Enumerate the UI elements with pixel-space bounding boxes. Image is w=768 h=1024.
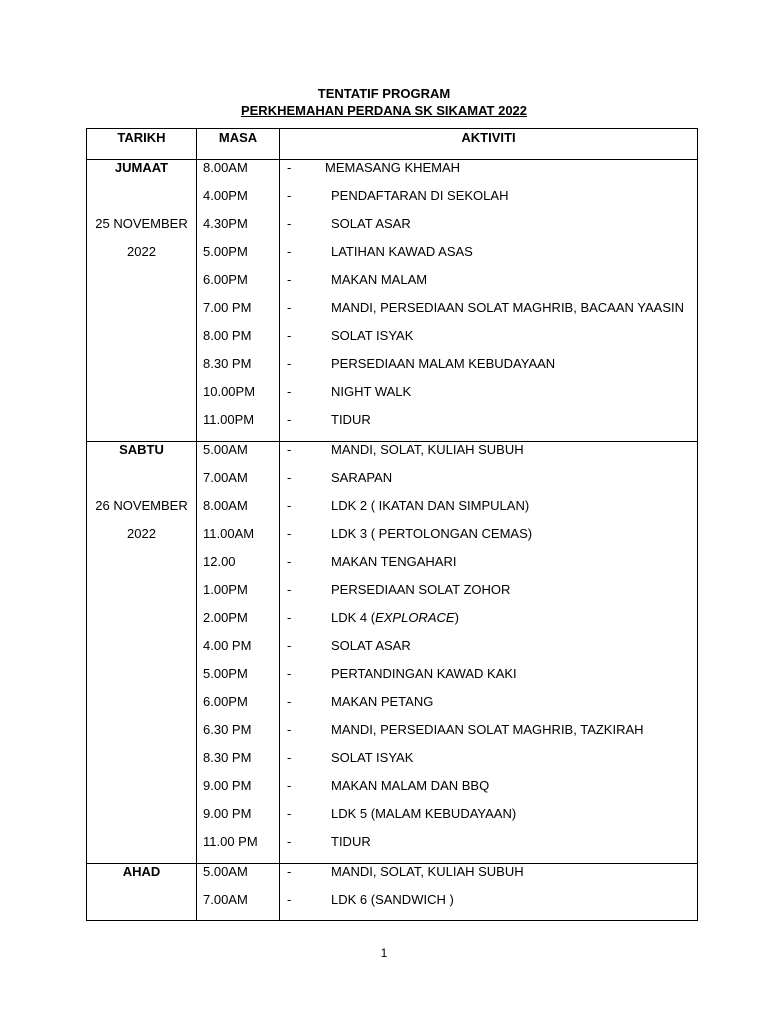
activity-cell xyxy=(280,694,698,722)
day-group xyxy=(87,864,698,921)
dash-separator: - xyxy=(287,666,292,681)
dash-separator: - xyxy=(287,778,292,793)
day-name: AHAD xyxy=(122,864,161,879)
date-cell xyxy=(87,470,197,498)
table-row xyxy=(87,778,698,806)
activity-text-italic: EXPLORACE xyxy=(375,610,455,625)
dash-separator: - xyxy=(287,244,292,259)
activity-text: LDK 5 (MALAM KEBUDAYAAN) xyxy=(331,806,517,821)
time-cell: 8.30 PM xyxy=(197,750,280,778)
activity-cell xyxy=(280,834,698,864)
activity-cell xyxy=(280,328,698,356)
time-cell: 6.30 PM xyxy=(197,722,280,750)
activity-text: MANDI, PERSEDIAAN SOLAT MAGHRIB, BACAAN YAASIN xyxy=(331,300,685,315)
activity-text: LDK 2 ( IKATAN DAN SIMPULAN) xyxy=(331,498,530,513)
date-cell xyxy=(87,412,197,442)
activity-cell xyxy=(280,864,698,893)
date-cell xyxy=(87,160,197,189)
activity-text-post: ) xyxy=(454,610,459,625)
activity-cell xyxy=(280,272,698,300)
date-cell xyxy=(87,498,197,526)
dash-separator: - xyxy=(287,216,292,231)
activity-cell xyxy=(280,160,698,189)
activity-cell xyxy=(280,442,698,471)
date-cell xyxy=(87,272,197,300)
time-cell: 7.00AM xyxy=(197,470,280,498)
activity-cell xyxy=(280,582,698,610)
time-cell: 11.00AM xyxy=(197,526,280,554)
activity-cell xyxy=(280,384,698,412)
date-cell xyxy=(87,300,197,328)
table-row xyxy=(87,498,698,526)
activity-text: MAKAN MALAM DAN BBQ xyxy=(331,778,490,793)
time-cell: 4.30PM xyxy=(197,216,280,244)
time-cell: 4.00PM xyxy=(197,188,280,216)
dash-separator: - xyxy=(287,356,292,371)
table-row xyxy=(87,864,698,893)
time-cell: 8.30 PM xyxy=(197,356,280,384)
header-aktiviti: AKTIVITI xyxy=(280,129,698,160)
table-row xyxy=(87,694,698,722)
activity-cell xyxy=(280,470,698,498)
table-row xyxy=(87,750,698,778)
time-cell: 4.00 PM xyxy=(197,638,280,666)
activity-text: SARAPAN xyxy=(331,470,393,485)
dash-separator: - xyxy=(287,442,292,457)
activity-text: MAKAN MALAM xyxy=(331,272,428,287)
activity-text: MANDI, SOLAT, KULIAH SUBUH xyxy=(331,864,524,879)
schedule-table xyxy=(86,128,698,921)
date-cell xyxy=(87,356,197,384)
dash-separator: - xyxy=(287,328,292,343)
dash-separator: - xyxy=(287,384,292,399)
activity-text: SOLAT ISYAK xyxy=(331,750,414,765)
activity-text: TIDUR xyxy=(331,834,371,849)
date-cell xyxy=(87,526,197,554)
document-subtitle: PERKHEMAHAN PERDANA SK SIKAMAT 2022 xyxy=(240,103,528,118)
date-label: 26 NOVEMBER xyxy=(95,498,188,513)
dash-separator: - xyxy=(287,526,292,541)
date-cell xyxy=(87,442,197,471)
activity-text: SOLAT ISYAK xyxy=(331,328,414,343)
table-row xyxy=(87,300,698,328)
table-row xyxy=(87,892,698,921)
activity-text xyxy=(331,610,459,625)
time-cell: 10.00PM xyxy=(197,384,280,412)
dash-separator: - xyxy=(287,582,292,597)
dash-separator: - xyxy=(287,272,292,287)
time-cell: 1.00PM xyxy=(197,582,280,610)
activity-cell xyxy=(280,188,698,216)
date-cell xyxy=(87,328,197,356)
activity-text: SOLAT ASAR xyxy=(331,216,411,231)
day-name: JUMAAT xyxy=(114,160,169,175)
year-label: 2022 xyxy=(127,526,156,541)
day-name: SABTU xyxy=(119,442,164,457)
activity-text: PERSEDIAAN MALAM KEBUDAYAAN xyxy=(331,356,556,371)
table-row xyxy=(87,188,698,216)
activity-cell xyxy=(280,666,698,694)
table-row xyxy=(87,216,698,244)
time-cell: 5.00AM xyxy=(197,442,280,471)
activity-cell xyxy=(280,244,698,272)
time-cell: 7.00AM xyxy=(197,892,280,921)
date-cell xyxy=(87,638,197,666)
time-cell: 8.00AM xyxy=(197,160,280,189)
date-label: 25 NOVEMBER xyxy=(95,216,188,231)
date-cell xyxy=(87,666,197,694)
day-group xyxy=(87,442,698,864)
time-cell: 7.00 PM xyxy=(197,300,280,328)
table-row xyxy=(87,666,698,694)
time-cell: 2.00PM xyxy=(197,610,280,638)
activity-cell xyxy=(280,216,698,244)
table-row xyxy=(87,582,698,610)
activity-cell xyxy=(280,806,698,834)
year-label: 2022 xyxy=(127,244,156,259)
table-row xyxy=(87,610,698,638)
activity-text: MANDI, PERSEDIAAN SOLAT MAGHRIB, TAZKIRAH xyxy=(331,722,644,737)
activity-cell xyxy=(280,610,698,638)
table-row xyxy=(87,526,698,554)
time-cell: 8.00AM xyxy=(197,498,280,526)
dash-separator: - xyxy=(287,300,292,315)
table-row xyxy=(87,554,698,582)
dash-separator: - xyxy=(287,806,292,821)
date-cell xyxy=(87,610,197,638)
dash-separator: - xyxy=(287,188,292,203)
activity-text-pre: LDK 4 ( xyxy=(331,610,376,625)
table-row xyxy=(87,834,698,864)
table-row xyxy=(87,722,698,750)
activity-cell xyxy=(280,638,698,666)
dash-separator: - xyxy=(287,610,292,625)
time-cell: 11.00PM xyxy=(197,412,280,442)
day-group xyxy=(87,160,698,442)
dash-separator: - xyxy=(287,722,292,737)
date-cell xyxy=(87,806,197,834)
activity-cell xyxy=(280,498,698,526)
time-cell: 5.00PM xyxy=(197,666,280,694)
dash-separator: - xyxy=(287,470,292,485)
date-cell xyxy=(87,694,197,722)
dash-separator: - xyxy=(287,750,292,765)
dash-separator: - xyxy=(287,554,292,569)
time-cell: 5.00PM xyxy=(197,244,280,272)
table-row xyxy=(87,272,698,300)
activity-text: PENDAFTARAN DI SEKOLAH xyxy=(331,188,509,203)
activity-cell xyxy=(280,412,698,442)
activity-text: TIDUR xyxy=(331,412,371,427)
table-row xyxy=(87,470,698,498)
activity-cell xyxy=(280,778,698,806)
time-cell: 6.00PM xyxy=(197,272,280,300)
dash-separator: - xyxy=(287,694,292,709)
activity-cell xyxy=(280,300,698,328)
table-row xyxy=(87,356,698,384)
table-header-row xyxy=(87,129,698,160)
dash-separator: - xyxy=(287,892,292,907)
date-cell xyxy=(87,834,197,864)
table-row xyxy=(87,328,698,356)
time-cell: 9.00 PM xyxy=(197,778,280,806)
date-cell xyxy=(87,554,197,582)
activity-text: PERSEDIAAN SOLAT ZOHOR xyxy=(331,582,511,597)
table-row xyxy=(87,244,698,272)
time-cell: 8.00 PM xyxy=(197,328,280,356)
activity-cell xyxy=(280,750,698,778)
activity-text: MANDI, SOLAT, KULIAH SUBUH xyxy=(331,442,524,457)
date-cell xyxy=(87,892,197,921)
table-row xyxy=(87,442,698,471)
date-cell xyxy=(87,864,197,893)
date-cell xyxy=(87,244,197,272)
table-row xyxy=(87,160,698,189)
activity-text: MAKAN PETANG xyxy=(331,694,434,709)
activity-cell xyxy=(280,554,698,582)
page-number: 1 xyxy=(380,946,388,960)
header-tarikh: TARIKH xyxy=(87,129,197,160)
activity-cell xyxy=(280,892,698,921)
table-row xyxy=(87,638,698,666)
activity-text: MAKAN TENGAHARI xyxy=(331,554,457,569)
dash-separator: - xyxy=(287,498,292,513)
dash-separator: - xyxy=(287,412,292,427)
dash-separator: - xyxy=(287,864,292,879)
table-row xyxy=(87,806,698,834)
activity-text: LDK 6 (SANDWICH ) xyxy=(331,892,454,907)
activity-text: LDK 3 ( PERTOLONGAN CEMAS) xyxy=(331,526,533,541)
time-cell: 11.00 PM xyxy=(197,834,280,864)
date-cell xyxy=(87,722,197,750)
table-row xyxy=(87,384,698,412)
date-cell xyxy=(87,778,197,806)
dash-separator: - xyxy=(287,160,292,175)
activity-text: SOLAT ASAR xyxy=(331,638,411,653)
time-cell: 5.00AM xyxy=(197,864,280,893)
activity-cell xyxy=(280,526,698,554)
header-masa: MASA xyxy=(197,129,280,160)
time-cell: 6.00PM xyxy=(197,694,280,722)
date-cell xyxy=(87,750,197,778)
date-cell xyxy=(87,384,197,412)
activity-text: MEMASANG KHEMAH xyxy=(325,160,461,175)
activity-text: NIGHT WALK xyxy=(331,384,412,399)
time-cell: 12.00 xyxy=(197,554,280,582)
activity-text: LATIHAN KAWAD ASAS xyxy=(331,244,473,259)
time-cell: 9.00 PM xyxy=(197,806,280,834)
activity-text: PERTANDINGAN KAWAD KAKI xyxy=(331,666,517,681)
dash-separator: - xyxy=(287,638,292,653)
activity-cell xyxy=(280,722,698,750)
table-row xyxy=(87,412,698,442)
date-cell xyxy=(87,582,197,610)
activity-cell xyxy=(280,356,698,384)
dash-separator: - xyxy=(287,834,292,849)
date-cell xyxy=(87,216,197,244)
date-cell xyxy=(87,188,197,216)
document-title: TENTATIF PROGRAM xyxy=(317,86,451,101)
